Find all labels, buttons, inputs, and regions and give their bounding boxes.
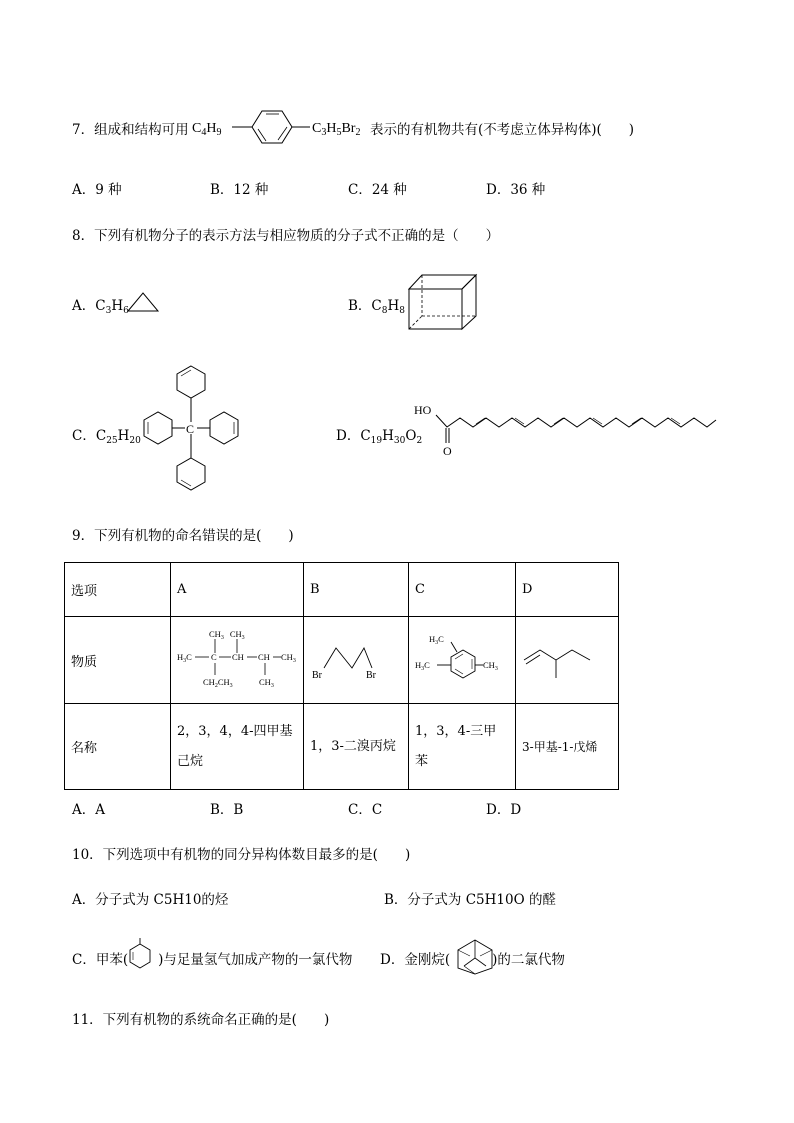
q7-option-b[interactable]: B．12 种 (210, 182, 269, 198)
q8-tetraphenylmethane-structure (138, 362, 248, 502)
cell-structure-b (304, 617, 409, 704)
structure-c (415, 628, 507, 692)
q8-oxygen-label: O (443, 444, 452, 458)
structure-a (177, 625, 297, 695)
q7-stem-after: 表示的有机物共有(不考虑立体异构体)( ) (370, 122, 635, 138)
header-c: C (409, 563, 516, 617)
name-c: 1，3，4-三甲苯 (409, 704, 516, 790)
q8-cyclopropane-structure (126, 289, 166, 315)
cell-structure-a (171, 617, 304, 704)
q7-right-group: $C_3H_5Br_2$ (312, 121, 361, 138)
name-a: 2，3，4，4-四甲基己烷 (171, 704, 304, 790)
q7-stem-before: 组成和结构可用 (94, 122, 189, 138)
svg-text:CH3: $CH_3$ (281, 652, 296, 664)
q8-center-carbon-label: C (186, 422, 195, 436)
toluene-structure-icon (126, 938, 158, 972)
header-d: D (516, 563, 619, 617)
q8-option-b[interactable]: B．$C_8H_8$ (348, 298, 406, 316)
row-label-substance: 物质 (65, 617, 171, 704)
q7-left-group: $C_4H_9$ (192, 121, 222, 138)
q7-option-c[interactable]: C．24 种 (348, 182, 407, 198)
svg-text:CH3CH3: $CH_3$ $CH_3$ (209, 629, 245, 641)
adamantane-structure-icon (454, 938, 496, 976)
svg-text:CH: CH (232, 652, 244, 662)
q8-option-c[interactable]: C．$C_{25}H_{20}$ (72, 428, 141, 446)
q10-option-b[interactable]: B．分子式为 C5H10O 的醛 (384, 892, 556, 908)
q9-option-d[interactable]: D．D (486, 802, 522, 818)
q8-cubane-structure (408, 274, 488, 334)
q9-option-c[interactable]: C．C (348, 802, 383, 818)
q10-option-a[interactable]: A．分子式为 C5H10的烃 (72, 892, 229, 908)
svg-text:C: C (211, 652, 217, 662)
svg-text:H3C: $H_3C$ (415, 660, 430, 672)
svg-text:CH3: $CH_3$ (259, 677, 274, 689)
q8-stem: 8．下列有机物分子的表示方法与相应物质的分子式不正确的是（ ） (72, 228, 500, 244)
q8-option-a[interactable]: A．$C_3H_6$ (72, 298, 129, 316)
svg-text:H3C: $H_3C$ (429, 634, 444, 646)
header-b: B (304, 563, 409, 617)
q11-stem: 11．下列有机物的系统命名正确的是( ) (72, 1012, 330, 1028)
bromine-label-right: Br (366, 670, 376, 681)
q7-option-d[interactable]: D．36 种 (486, 182, 546, 198)
row-label-name: 名称 (65, 704, 171, 790)
cell-structure-c (409, 617, 516, 704)
name-d: 3-甲基-1-戊烯 (516, 704, 619, 790)
svg-text:H3C: $H_3C$ (177, 652, 192, 664)
svg-text:CH2CH3: $CH_2CH_3$ (203, 677, 233, 689)
structure-d (522, 630, 602, 690)
bromine-label-left: Br (312, 670, 322, 681)
header-option: 选项 (65, 563, 171, 617)
name-b: 1，3-二溴丙烷 (304, 704, 409, 790)
q8-fatty-acid-structure (410, 400, 720, 460)
structure-b (310, 630, 390, 690)
table-row (65, 617, 619, 704)
q7-number: 7． (72, 122, 95, 138)
table-row (65, 704, 619, 790)
q10-option-c[interactable]: C．甲苯( )与足量氢气加成产物的一氯代物 (72, 952, 353, 968)
q9-table (64, 562, 619, 790)
q7-structure (190, 105, 390, 155)
q7-stem (72, 118, 189, 138)
q7-option-a[interactable]: A．9 种 (72, 182, 122, 198)
q9-option-a[interactable]: A．A (72, 802, 105, 818)
header-a: A (171, 563, 304, 617)
cell-structure-d (516, 617, 619, 704)
table-row (65, 563, 619, 617)
q8-hydroxyl-label: HO (414, 403, 432, 417)
q9-stem: 9．下列有机物的命名错误的是( ) (72, 528, 294, 544)
q9-option-b[interactable]: B．B (210, 802, 244, 818)
svg-text:CH3: $CH_3$ (483, 660, 498, 672)
svg-text:CH: CH (258, 652, 270, 662)
q10-stem: 10．下列选项中有机物的同分异构体数目最多的是( ) (72, 847, 411, 863)
q7-benzene-ring (252, 111, 292, 143)
q8-option-d[interactable]: D．$C_{19}H_{30}O_2$ (336, 428, 423, 446)
q10-option-d[interactable]: D．金刚烷( )的二氯代物 (380, 952, 565, 968)
